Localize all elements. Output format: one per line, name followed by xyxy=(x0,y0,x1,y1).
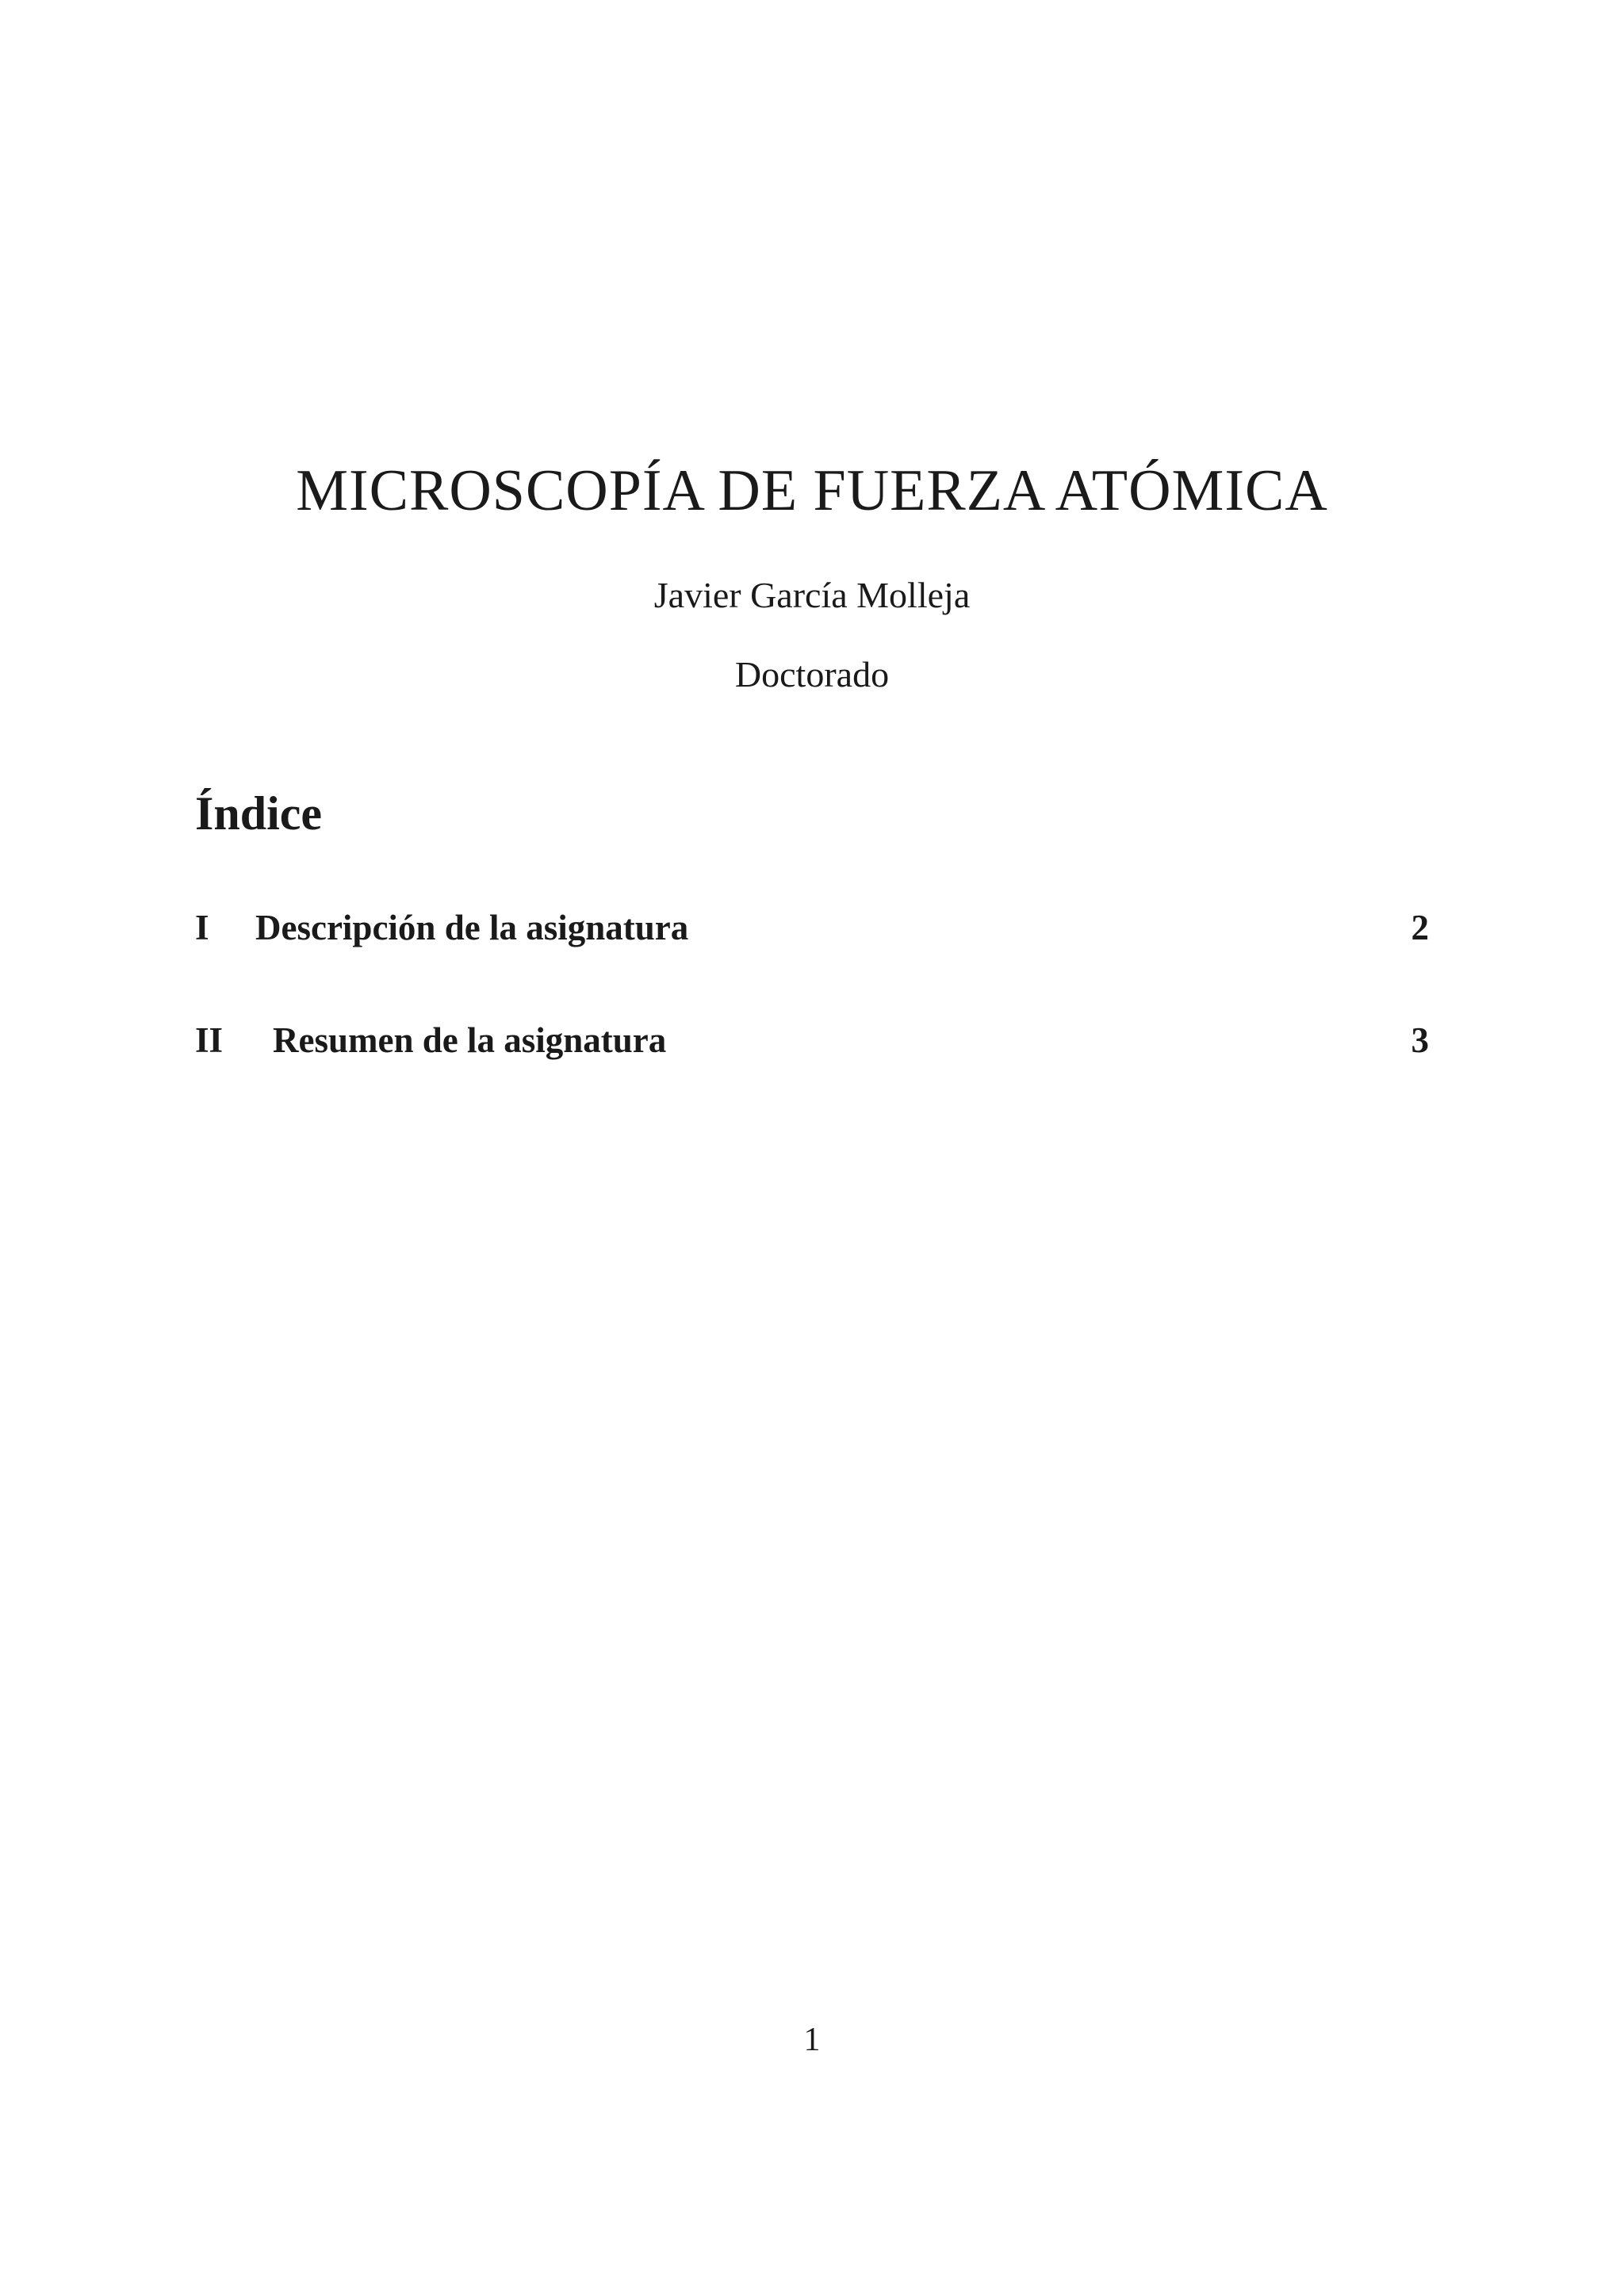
toc-entry-page: 2 xyxy=(1411,908,1429,947)
toc-entry-number: II xyxy=(195,1020,224,1060)
toc-entry-label: Resumen de la asignatura xyxy=(273,1020,667,1060)
document-author: Javier García Molleja xyxy=(653,575,971,615)
page-number: 1 xyxy=(803,2022,821,2058)
toc-entry-label: Descripción de la asignatura xyxy=(255,908,689,947)
document-program: Doctorado xyxy=(734,654,890,695)
document-title: MICROSCOPÍA DE FUERZA ATÓMICA xyxy=(296,458,1328,523)
toc-entry-number: I xyxy=(195,908,209,947)
toc-entry-1[interactable] xyxy=(195,904,1429,951)
toc-entry-2[interactable] xyxy=(195,1016,1429,1064)
toc-heading: Índice xyxy=(195,787,323,840)
toc-entry-page: 3 xyxy=(1411,1020,1429,1060)
